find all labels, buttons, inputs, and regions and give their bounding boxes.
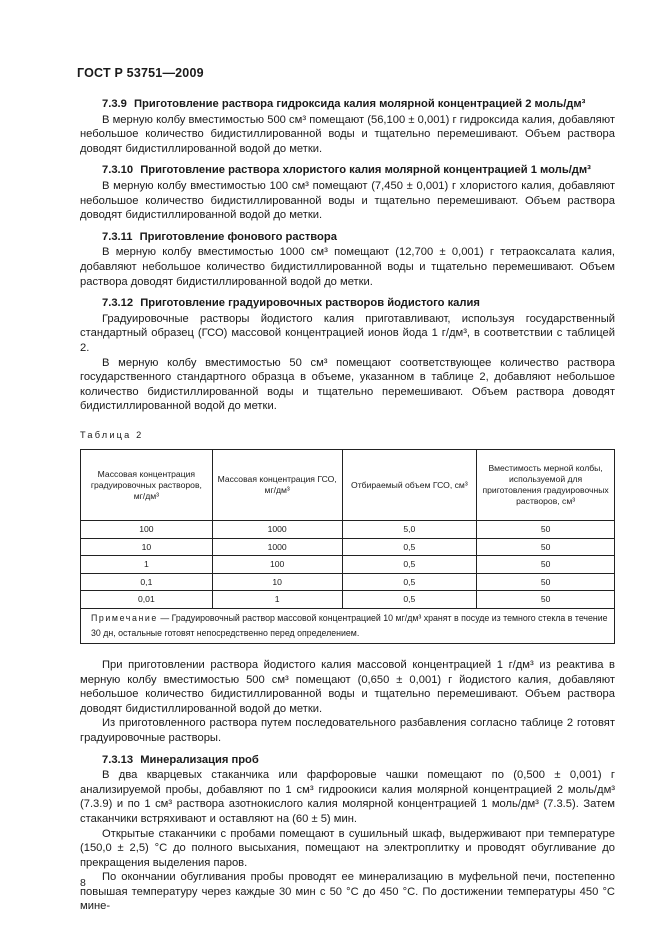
section-heading (80, 296, 615, 311)
table-row (81, 556, 615, 574)
column-header: Вместимость мерной колбы, используемой для приготовления градуировочных растворов, см³ (477, 450, 615, 521)
table-caption: Таблица 2 (80, 429, 144, 440)
paragraph: В мерную колбу вместимостью 50 см³ помещают соответствующее количество раствора государственного стандартного образца в объеме, указанном в таблице 2, добавляют небольшое количество бидистиллированной воды и тщательно перемешивают. Объем раствора доводят бидистиллированной водой до метки. (80, 356, 615, 413)
column-header: Массовая концентрация ГСО, мг/дм³ (212, 450, 342, 521)
section-title: Приготовление фонового раствора (139, 230, 337, 243)
table-cell: 0,01 (81, 591, 213, 609)
paragraph: При приготовлении раствора йодистого калия массовой концентрацией 1 г/дм³ из реактива в мерную колбу вместимостью 500 см³ помещают (0,650 ± 0,001) г йодистого калия, добавляют небольшое количество бидистиллированной воды и тщательно перемешивают. Объем раствора доводят бидистиллированной водой до метки. (80, 658, 615, 715)
table-cell: 1 (212, 591, 342, 609)
paragraph: В мерную колбу вместимостью 1000 см³ помещают (12,700 ± 0,001) г тетраоксалата калия, добавляют небольшое количество бидистиллированной воды и тщательно перемешивают. Объем раствора доводят бидистиллированной водой до метки. (80, 246, 615, 288)
section-heading (80, 163, 615, 178)
standard-header: ГОСТ Р 53751—2009 (77, 66, 204, 80)
table-cell: 50 (477, 573, 615, 591)
section-number: 7.3.12 (102, 297, 134, 310)
table-cell: 50 (477, 556, 615, 574)
paragraph: Из приготовленного раствора путем последовательного разбавления согласно таблице 2 готовят градуировочные растворы. (80, 717, 615, 744)
paragraph: В мерную колбу вместимостью 500 см³ помещают (56,100 ± 0,001) г гидроксида калия, добавляют небольшое количество бидистиллированной воды и тщательно перемешивают. Объем раствора доводят бидистиллированной водой до метки. (80, 113, 615, 155)
section-number: 7.3.10 (102, 164, 134, 177)
table-cell: 100 (212, 556, 342, 574)
note-text: — Градуировочный раствор массовой концентрацией 10 мг/дм³ хранят в посуде из темного стекла в течение 30 дн, остальные готовят непосредственно перед определением. (91, 612, 608, 638)
table-cell: 10 (81, 538, 213, 556)
table-cell: 50 (477, 591, 615, 609)
column-header: Массовая концентрация градуировочных растворов, мг/дм³ (81, 450, 213, 521)
table-note-row (81, 608, 615, 643)
table-cell: 1 (81, 556, 213, 574)
table-cell: 1000 (212, 521, 342, 539)
table-row (81, 573, 615, 591)
table-cell: 0,5 (342, 538, 477, 556)
table-row (81, 521, 615, 539)
section-title: Приготовление раствора гидроксида калия молярной концентрацией 2 моль/дм³ (134, 98, 586, 110)
table-cell: 0,5 (342, 591, 477, 609)
table-cell: 50 (477, 538, 615, 556)
calibration-table (80, 449, 615, 644)
section-number: 7.3.11 (102, 230, 133, 243)
section-title: Приготовление раствора хлористого калия молярной концентрацией 1 моль/дм³ (140, 164, 591, 177)
table-cell: 10 (212, 573, 342, 591)
paragraph: По окончании обугливания пробы проводят ее минерализацию в муфельной печи, постепенно повышая температуру через каждые 30 мин с 50 °С до 450 °С. По достижении температуры 450 °С мине- (80, 871, 615, 913)
column-header: Отбираемый объем ГСО, см³ (342, 450, 477, 521)
section-heading (80, 230, 615, 245)
note-label: Примечание (91, 612, 158, 623)
table-cell: 1000 (212, 538, 342, 556)
table-cell: 5,0 (342, 521, 477, 539)
section-heading (80, 97, 615, 112)
paragraph: В мерную колбу вместимостью 100 см³ помещают (7,450 ± 0,001) г хлористого калия, добавляют небольшое количество бидистиллированной воды и тщательно перемешивают. Объем раствора доводят бидистиллированной водой до метки. (80, 179, 615, 222)
section-number: 7.3.13 (102, 753, 134, 766)
table-row (81, 591, 615, 609)
table-cell: 0,5 (342, 573, 477, 591)
section-title: Приготовление градуировочных растворов йодистого калия (140, 297, 480, 310)
table-note (81, 608, 615, 643)
table-cell: 100 (81, 521, 213, 539)
paragraph: Градуировочные растворы йодистого калия приготавливают, используя государственный стандартный образец (ГСО) массовой концентрацией ионов йода 1 г/дм³, в соответствии с таблицей 2. (80, 312, 615, 354)
section-heading (80, 753, 615, 768)
table-cell: 50 (477, 521, 615, 539)
table-row (81, 538, 615, 556)
table-cell: 0,5 (342, 556, 477, 574)
section-number: 7.3.9 (102, 98, 127, 110)
table-header-row (81, 450, 615, 521)
paragraph: В два кварцевых стаканчика или фарфоровые чашки помещают по (0,500 ± 0,001) г анализируемой пробы, добавляют по 1 см³ гидроокиси калия молярной концентрацией 2 моль/дм³ (7.3.9) и по 1 см³ раствора азотнокислого калия молярной концентрацией 1 моль/дм³ (7.3.5). Затем стаканчики встряхивают и оставляют на (60 ± 5) мин. (80, 769, 615, 825)
page-number: 8 (80, 877, 86, 889)
table-cell: 0,1 (81, 573, 213, 591)
section-title: Минерализация проб (140, 753, 259, 766)
paragraph: Открытые стаканчики с пробами помещают в сушильный шкаф, выдерживают при температуре (150,0 ± 2,5) °С до полного высыхания, помещают на электроплитку и проводят обугливание до прекращения выделения паров. (80, 827, 615, 869)
page-content (80, 94, 615, 914)
